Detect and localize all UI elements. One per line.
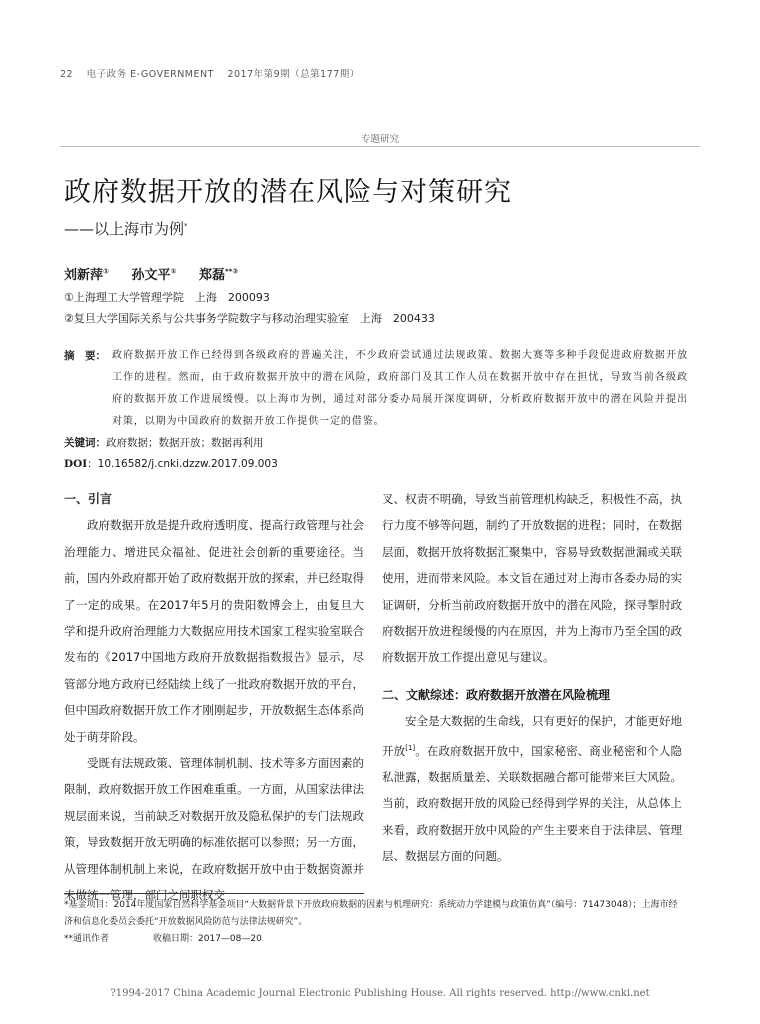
body-left-column <box>64 486 364 909</box>
running-header <box>60 66 370 80</box>
journal-name: 电子政务 E-GOVERNMENT <box>86 69 214 80</box>
received-date: 收稿日期：2017—08—20 <box>153 934 262 944</box>
doi-value: 10.16582/j.cnki.dzzw.2017.09.003 <box>97 458 278 470</box>
paragraph-text: 安全是大数据的生命线，只有更好的保护，才能更好地开放 <box>382 714 682 758</box>
page-number: 22 <box>60 69 74 80</box>
author-list <box>64 264 256 283</box>
paragraph <box>382 708 682 869</box>
keywords <box>64 435 264 450</box>
keywords-text: 政府数据；数据开放；数据再利用 <box>106 437 264 449</box>
author <box>199 268 238 283</box>
author-name: 刘新萍 <box>64 268 104 283</box>
author <box>64 268 109 283</box>
subtitle-text: ——以上海市为例 <box>64 220 185 238</box>
affiliation-2: ②复旦大学国际关系与公共事务学院数字与移动治理实验室 上海 200433 <box>64 312 435 325</box>
issue-info: 2017年第9期（总第177期） <box>227 69 360 80</box>
paragraph: 受既有法规政策、管理体制机制、技术等多方面因素的限制，政府数据开放工作困难重重。一方面，从国家法律法规层面来说，当前缺乏对数据开放及隐私保护的专门法规政策，导致数据开放无明确的标准依据可以参照；另一方面，从管理体制机制上来说，在政府数据开放中由于数据资源并未做统一管理，部门之间职权交 <box>64 756 364 903</box>
subtitle-footnote-mark: * <box>184 222 188 230</box>
footnote-corresponding <box>64 931 684 948</box>
article-title: 政府数据开放的潜在风险与对策研究 <box>64 177 512 208</box>
header-rule <box>60 146 700 147</box>
author-mark: ① <box>103 267 109 276</box>
abstract <box>64 345 688 433</box>
section-label: 专题研究 <box>360 134 399 145</box>
keywords-label: 关键词： <box>64 437 106 449</box>
author-mark: **② <box>224 267 239 276</box>
copyright-line: ?1994-2017 China Academic Journal Electronic Publishing House. All rights reserved. http://www.cnki.net <box>110 988 650 999</box>
author-mark: ① <box>170 267 177 276</box>
body-right-column <box>382 486 682 870</box>
article-subtitle <box>64 218 188 239</box>
paragraph-text: 。在政府数据开放中，国家秘密、商业秘密和个人隐私泄露，数据质量差、关联数据融合都可能带来巨大风险。当前，政府数据开放的风险已经得到学界的关注，从总体上来看，政府数据开放中风险的产生主要来自于法律层、管理层、数据层方面的问题。 <box>382 743 683 864</box>
citation-ref: [1] <box>405 743 416 752</box>
author <box>131 268 176 283</box>
corresponding-author: **通讯作者 <box>64 934 110 944</box>
section-heading-literature: 二、文献综述：政府数据开放潜在风险梳理 <box>382 687 611 702</box>
author-name: 孙文平 <box>131 268 171 283</box>
paragraph-continued: 叉、权责不明确，导致当前管理机构缺乏，积极性不高，执行力度不够等问题，制约了开放数据的进程；同时，在数据层面，数据开放将数据汇聚集中，容易导致数据泄漏或关联使用，进而带来风险。本文旨在通过对上海市各委办局的实证调研，分析当前政府数据开放中的潜在风险，探寻掣肘政府数据开放进程缓慢的内在原因，并为上海市乃至全国的政府数据开放工作提出意见与建议。 <box>382 492 682 665</box>
author-name: 郑磊 <box>198 268 225 283</box>
doi: DOI：10.16582/j.cnki.dzzw.2017.09.003 <box>64 458 278 470</box>
footnote-rule <box>64 893 364 894</box>
abstract-text: 政府数据开放工作已经得到各级政府的普遍关注，不少政府尝试通过法规政策、数据大赛等多种手段促进政府数据开放工作的进程。然而，由于政府数据开放中的潜在风险，政府部门及其工作人员在数据开放中存在担忧，导致当前各级政府的数据开放工作进展缓慢。以上海市为例，通过对部分委办局展开深度调研，分析政府数据开放中的潜在风险并提出对策，以期为中国政府的数据开放工作提供一定的借鉴。 <box>112 350 688 427</box>
footnote-fund: *基金项目：2014年度国家自然科学基金项目“大数据背景下开放政府数据的因素与机理研究：系统动力学建模与政策仿真”（编号：71473048）；上海市经济和信息化委员会委托“开放数据风险防范与法律法规研究”。 <box>64 900 678 927</box>
abstract-label: 摘 要： <box>64 350 106 362</box>
affiliation-1: ①上海理工大学管理学院 上海 200093 <box>64 291 270 304</box>
paragraph: 政府数据开放是提升政府透明度、提高行政管理与社会治理能力、增进民众福祉、促进社会创新的重要途径。当前，国内外政府都开始了政府数据开放的探索，并已经取得了一定的成果。在2017年5月的贵阳数博会上，由复旦大学和提升政府治理能力大数据应用技术国家工程实验室联合发布的《2017中国地方政府开放数据指数报告》显示，尽管部分地方政府已经陆续上线了一批政府数据开放的平台，但中国政府数据开放工作才刚刚起步，开放数据生态体系尚处于萌芽阶段。 <box>64 518 364 744</box>
doi-label: DOI <box>64 458 88 470</box>
section-heading-intro: 一、引言 <box>64 492 113 506</box>
